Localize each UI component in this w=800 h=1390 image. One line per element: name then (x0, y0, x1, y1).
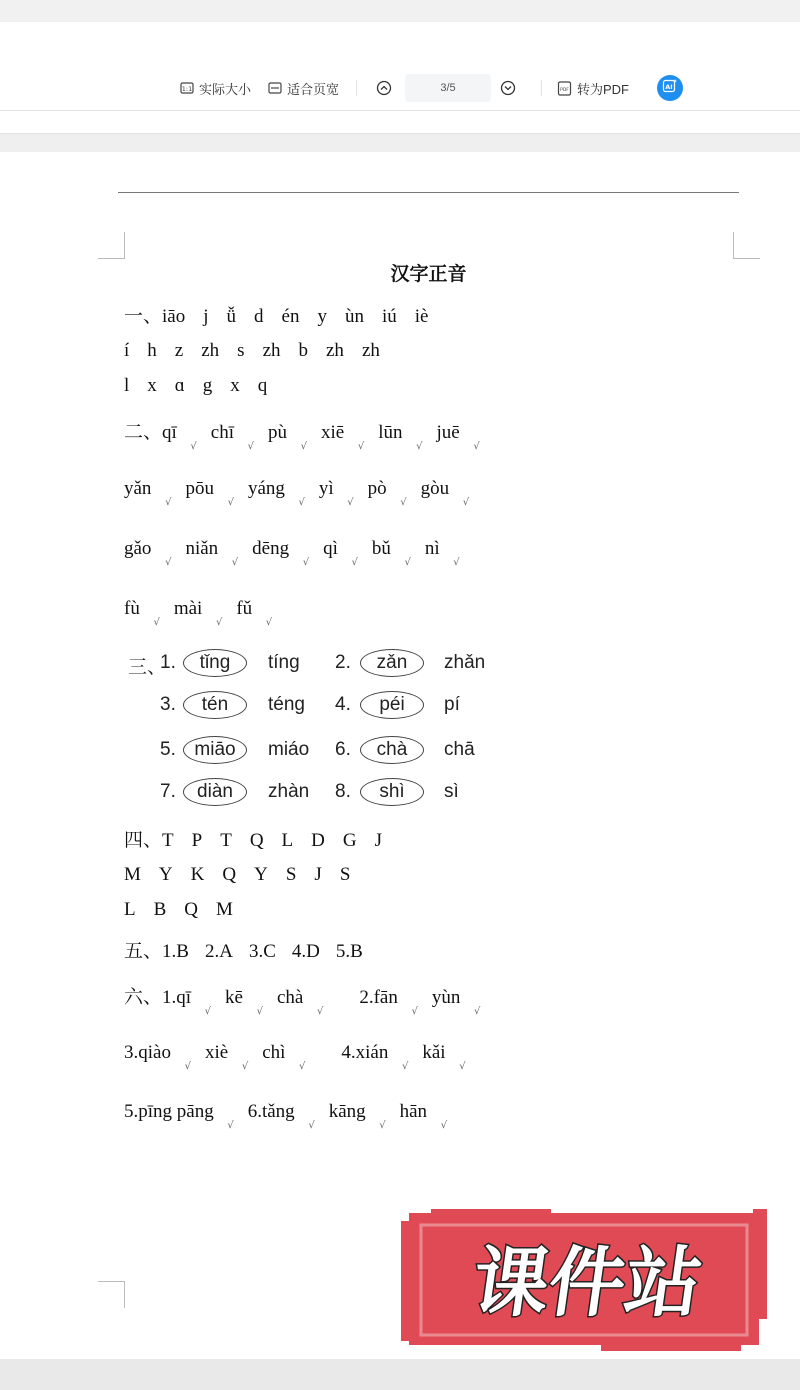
svg-text:PDF: PDF (560, 87, 569, 93)
check-mark: √ (215, 617, 223, 628)
check-mark: √ (473, 441, 480, 452)
check-mark: √ (153, 617, 160, 628)
pinyin-answer (124, 478, 172, 508)
answer-text: zh (326, 340, 344, 361)
circled-answer: miāo (183, 736, 247, 764)
answer-text: h (147, 340, 157, 361)
pinyin-answer (173, 598, 223, 628)
toolbar-divider (541, 80, 542, 96)
answer-text: Y (158, 864, 173, 885)
chevron-down-icon (500, 80, 516, 96)
pinyin-answer (162, 987, 212, 1017)
pinyin-text: gòu (420, 478, 450, 499)
actual-size-button[interactable] (180, 66, 251, 110)
answer-text: iè (414, 306, 429, 327)
ai-assistant-button[interactable] (657, 75, 683, 101)
answer-text: 4.D (291, 941, 320, 962)
pinyin-answer (162, 422, 197, 452)
crop-mark (733, 232, 760, 259)
answer-text: zh (262, 340, 281, 361)
check-mark: √ (190, 441, 197, 452)
pinyin-text: 4.xián (341, 1042, 389, 1063)
pinyin-answer (236, 598, 273, 628)
pinyin-text: hān (399, 1101, 428, 1122)
item-number: 7. (160, 781, 176, 802)
answer-text: ɑ (174, 375, 185, 396)
fit-width-label: 适合页宽 (287, 81, 340, 97)
answer-text: l (124, 375, 130, 396)
section-1-row-1 (124, 301, 446, 328)
answer-text: zh (201, 340, 220, 361)
pinyin-text: qì (323, 538, 338, 559)
pinyin-answer (328, 1101, 386, 1131)
answer-text: L (281, 830, 294, 851)
check-mark: √ (298, 497, 305, 508)
alternative-pinyin: chā (444, 739, 475, 760)
circled-answer: zǎn (360, 649, 424, 677)
check-mark: √ (453, 557, 460, 568)
pinyin-answer (247, 1101, 315, 1131)
pinyin-text: 3.qiào (124, 1042, 171, 1063)
check-mark: √ (247, 441, 255, 452)
answer-text: 3.C (248, 941, 276, 962)
pinyin-text: kǎi (422, 1042, 446, 1063)
answer-text: ǚ (226, 306, 237, 327)
pinyin-answer (341, 1042, 409, 1072)
answer-text: S (285, 864, 297, 885)
pinyin-text: fù (124, 598, 140, 619)
crop-mark (98, 1281, 125, 1308)
item-number: 1. (160, 652, 176, 673)
pinyin-answer (247, 478, 305, 508)
pinyin-answer (318, 478, 354, 508)
header-rule (118, 192, 739, 193)
check-mark: √ (347, 497, 354, 508)
circled-answer: chà (360, 736, 424, 764)
pinyin-text: bǔ (371, 538, 391, 559)
pinyin-text: 2.fān (359, 987, 398, 1008)
check-mark: √ (299, 1061, 306, 1072)
answer-text: L (124, 899, 136, 920)
pinyin-text: dēng (252, 538, 290, 559)
check-mark: √ (440, 1120, 448, 1131)
pinyin-text: yì (318, 478, 334, 499)
check-mark: √ (241, 1061, 249, 1072)
check-mark: √ (402, 1061, 409, 1072)
check-mark: √ (416, 441, 423, 452)
check-mark: √ (231, 557, 239, 568)
section-6-row-1 (124, 982, 494, 1017)
answer-text: 2.A (204, 941, 233, 962)
answer-text: Q (249, 830, 264, 851)
answer-text: Y (254, 864, 268, 885)
pinyin-answer (378, 422, 423, 452)
answer-text: P (191, 830, 203, 851)
pinyin-text: xiē (321, 422, 345, 443)
top-strip (0, 0, 800, 22)
pinyin-answer (359, 987, 418, 1017)
check-mark: √ (227, 497, 234, 508)
section-2-row-4 (124, 598, 286, 628)
circled-answer: péi (360, 691, 424, 719)
pinyin-text: yáng (247, 478, 285, 499)
answer-text: D (311, 830, 325, 851)
pinyin-answer (204, 1042, 249, 1072)
section-2-row-2 (124, 478, 483, 508)
check-mark: √ (300, 441, 308, 452)
pinyin-answer (422, 1042, 466, 1072)
alternative-pinyin: téng (268, 694, 305, 715)
pinyin-text: qī (162, 422, 177, 443)
answer-text: S (339, 864, 351, 885)
pinyin-text: niǎn (185, 538, 219, 559)
alternative-pinyin: sì (444, 781, 459, 802)
pinyin-text: kē (225, 987, 243, 1008)
pinyin-answer (399, 1101, 448, 1131)
circled-answer: diàn (183, 778, 247, 806)
answer-text: J (314, 864, 322, 885)
answer-text: iú (381, 306, 397, 327)
pinyin-text: juē (436, 422, 460, 443)
answer-text: g (202, 375, 213, 396)
ai-icon (662, 78, 678, 99)
answer-text: B (153, 899, 167, 920)
pinyin-text: yǎn (124, 478, 152, 499)
check-mark: √ (227, 1120, 234, 1131)
check-mark: √ (351, 557, 358, 568)
page-title: 汉字正音 (390, 263, 467, 285)
watermark-stamp (401, 1207, 767, 1353)
watermark-text: 课件站 (467, 1239, 708, 1328)
pinyin-answer (124, 1101, 234, 1131)
alternative-pinyin: tíng (268, 652, 300, 673)
check-mark: √ (204, 1006, 212, 1017)
pinyin-answer (262, 1042, 306, 1072)
answer-text: Q (222, 864, 237, 885)
answer-text: y (317, 306, 327, 327)
pinyin-answer (124, 1042, 191, 1072)
check-mark: √ (411, 1006, 418, 1017)
section-4-row-3 (124, 899, 251, 921)
pinyin-text: 1.qī (162, 987, 192, 1008)
pinyin-text: pōu (185, 478, 214, 499)
convert-pdf-button[interactable] (557, 66, 629, 110)
pinyin-answer (431, 987, 481, 1017)
answer-text: Q (184, 899, 199, 920)
alternative-pinyin: miáo (268, 739, 310, 760)
answer-text: ùn (344, 306, 364, 327)
answer-text: M (216, 899, 233, 920)
section-number: 六、 (124, 987, 163, 1008)
answer-text: én (281, 306, 300, 327)
pinyin-answer (367, 478, 407, 508)
answer-text: M (124, 864, 141, 885)
item-number: 6. (335, 739, 351, 760)
page-indicator[interactable]: 3/5 (405, 74, 491, 102)
answer-text: q (257, 375, 268, 396)
circled-answer: shì (360, 778, 424, 806)
answer-text: s (237, 340, 245, 361)
header-bar (0, 22, 800, 67)
check-mark: √ (302, 557, 310, 568)
item-number: 5. (160, 739, 176, 760)
pinyin-answer (210, 422, 255, 452)
section-6-row-2 (124, 1042, 480, 1072)
section-4-row-2 (124, 864, 368, 886)
answer-text: T (220, 830, 232, 851)
actual-size-icon (180, 81, 194, 95)
answer-text: 1.B (162, 941, 189, 962)
item-number: 4. (335, 694, 351, 715)
check-mark: √ (165, 497, 172, 508)
pinyin-text: xiè (204, 1042, 229, 1063)
pinyin-answer (124, 538, 172, 568)
pinyin-answer (276, 987, 324, 1017)
section-6-row-3 (124, 1101, 461, 1131)
pinyin-text: chì (262, 1042, 286, 1063)
pinyin-answer (424, 538, 460, 568)
item-number: 2. (335, 652, 351, 673)
pinyin-answer (323, 538, 358, 568)
section-1-row-2 (124, 340, 398, 362)
item-number: 3. (160, 694, 176, 715)
sub-toolbar (0, 111, 800, 134)
answer-text: K (190, 864, 205, 885)
answer-text: G (342, 830, 357, 851)
check-mark: √ (165, 557, 172, 568)
circled-answer: tǐng (183, 649, 247, 677)
pinyin-answer (124, 598, 160, 628)
answer-text: j (203, 306, 209, 327)
alternative-pinyin: pí (444, 694, 460, 715)
check-mark: √ (459, 1061, 466, 1072)
check-mark: √ (308, 1120, 315, 1131)
section-4-row-1 (124, 825, 400, 852)
pinyin-text: nì (424, 538, 440, 559)
prev-page-button[interactable] (376, 66, 392, 110)
toolbar-divider (356, 80, 357, 96)
section-2-row-1 (124, 417, 494, 452)
pinyin-text: 5.pīng pāng (124, 1101, 214, 1122)
chevron-up-icon (376, 80, 392, 96)
check-mark: √ (404, 557, 411, 568)
check-mark: √ (462, 497, 470, 508)
pinyin-text: chà (276, 987, 304, 1008)
pinyin-answer (225, 987, 263, 1017)
check-mark: √ (357, 441, 365, 452)
bottom-bar (0, 1359, 800, 1390)
answer-text: T (162, 830, 174, 851)
pinyin-answer (436, 422, 480, 452)
crop-mark (98, 232, 125, 259)
pinyin-text: 6.tǎng (247, 1101, 295, 1122)
check-mark: √ (184, 1061, 191, 1072)
actual-size-label: 实际大小 (199, 81, 252, 97)
alternative-pinyin: zhàn (268, 781, 310, 802)
next-page-button[interactable] (500, 66, 516, 110)
check-mark: √ (474, 1006, 481, 1017)
svg-text:1:1: 1:1 (181, 85, 193, 93)
pinyin-text: lūn (378, 422, 403, 443)
pinyin-text: yùn (431, 987, 461, 1008)
pinyin-answer (371, 538, 411, 568)
pinyin-text: pù (268, 422, 288, 443)
section-number: 三、 (128, 657, 167, 678)
convert-pdf-label: 转为PDF (577, 81, 630, 97)
pinyin-text: kāng (328, 1101, 366, 1122)
section-2-row-3 (124, 538, 474, 568)
pinyin-answer (321, 422, 365, 452)
pdf-icon (557, 81, 572, 96)
pinyin-text: gǎo (124, 538, 152, 559)
answer-text: 5.B (335, 941, 363, 962)
answer-text: J (374, 830, 383, 851)
svg-text:AI: AI (665, 82, 673, 91)
check-mark: √ (256, 1006, 263, 1017)
alternative-pinyin: zhǎn (444, 652, 486, 673)
pinyin-answer (185, 538, 239, 568)
check-mark: √ (265, 617, 273, 628)
answer-text: zh (361, 340, 380, 361)
pinyin-answer (252, 538, 310, 568)
answer-text: x (230, 375, 240, 396)
section-number: 二、 (124, 422, 163, 443)
answer-text: z (174, 340, 184, 361)
section-5-row (124, 936, 379, 963)
pinyin-text: mài (173, 598, 203, 619)
pinyin-text: pò (367, 478, 387, 499)
item-number: 8. (335, 781, 351, 802)
pinyin-text: chī (210, 422, 235, 443)
pinyin-text: fǔ (236, 598, 253, 619)
answer-text: d (254, 306, 264, 327)
pinyin-answer (268, 422, 308, 452)
section-number: 四、 (124, 830, 163, 851)
answer-text: iāo (162, 306, 186, 327)
circled-answer: tén (183, 691, 247, 719)
check-mark: √ (316, 1006, 324, 1017)
check-mark: √ (379, 1120, 386, 1131)
fit-width-icon (268, 81, 282, 95)
answer-text: í (124, 340, 130, 361)
check-mark: √ (400, 497, 407, 508)
section-1-row-3 (124, 375, 285, 397)
fit-width-button[interactable] (268, 66, 339, 110)
section-number: 一、 (124, 306, 163, 327)
section-number: 五、 (124, 941, 163, 962)
answer-text: b (298, 340, 308, 361)
pinyin-answer (185, 478, 234, 508)
pinyin-answer (420, 478, 470, 508)
answer-text: x (147, 375, 157, 396)
